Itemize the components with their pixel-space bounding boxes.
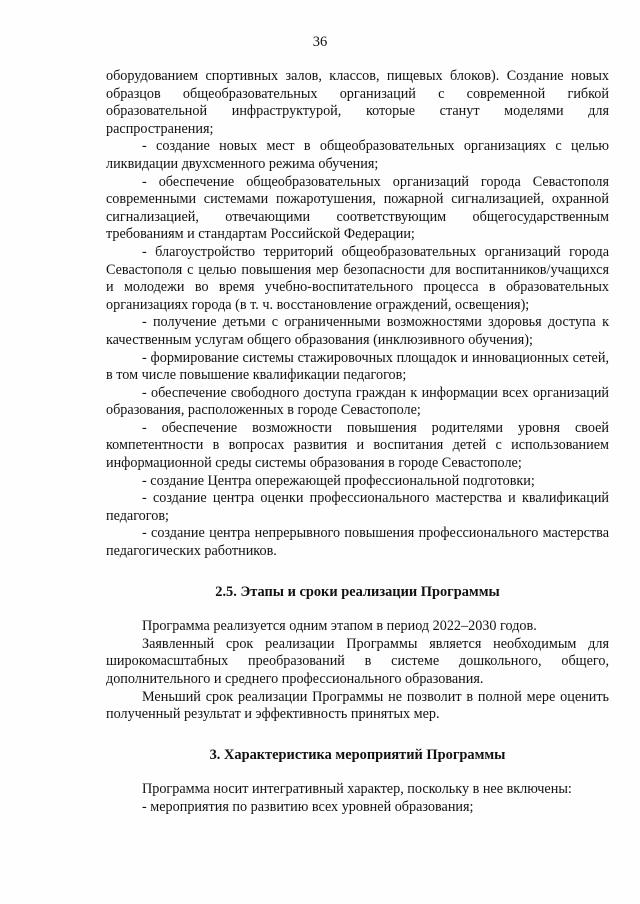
list-item: - создание новых мест в общеобразовательных организациях с целью ликвидации двухсменного режима обучения;	[106, 138, 609, 172]
paragraph: Программа реализуется одним этапом в период 2022–2030 годов.	[142, 618, 537, 635]
spacer	[106, 724, 609, 747]
list-item: - получение детьми с ограниченными возможностями здоровья доступа к качественным услугам общего образования (инклюзивного обучения);	[106, 314, 609, 348]
spacer	[106, 561, 609, 584]
section-heading-3: 3. Характеристика мероприятий Программы	[209, 746, 506, 763]
page-number: 36	[312, 34, 328, 50]
list-item: - создание центра непрерывного повышения профессионального мастерства педагогических работников.	[106, 525, 609, 560]
paragraph: Программа носит интегративный характер, поскольку в нее включены:	[142, 781, 572, 798]
list-item: - создание центра оценки профессионального мастерства и квалификаций педагогов;	[106, 490, 609, 524]
spacer	[106, 764, 609, 781]
list-item: - обеспечение возможности повышения родителями уровня своей компетентности в вопросах развития и воспитания детей с использованием информационной среды системы образования в городе Севастополе;	[106, 419, 609, 472]
list-item: - создание Центра опережающей профессиональной подготовки;	[142, 472, 535, 489]
document-body	[106, 68, 609, 817]
section-heading-2-5: 2.5. Этапы и сроки реализации Программы	[215, 583, 500, 600]
list-item: - обеспечение свободного доступа граждан к информации всех организаций образования, расположенных в городе Севастополе;	[106, 384, 609, 419]
list-item: - обеспечение общеобразовательных организаций города Севастополя современными системами пожаротушения, пожарной сигнализацией, охранной сигнализацией, отвечающими соответствующим общегосударственным требованиям и стандартам Российской Федерации;	[106, 173, 609, 243]
spacer	[106, 601, 609, 618]
list-item: - мероприятия по развитию всех уровней образования;	[142, 798, 474, 815]
paragraph: Заявленный срок реализации Программы является необходимым для широкомасштабных преобразований в системе дошкольного, общего, дополнительного и среднего профессионального образования.	[106, 635, 609, 687]
paragraph: Меньший срок реализации Программы не позволит в полной мере оценить полученный результат и эффективность принятых мер.	[106, 688, 609, 723]
list-item: - благоустройство территорий общеобразовательных организаций города Севастополя с целью повышения мер безопасности для воспитанников/учащихся и молодежи во время учебно-воспитательного процесса в образовательных организациях города (в т. ч. восстановление ограждений, освещения);	[106, 243, 609, 313]
list-item: - формирование системы стажировочных площадок и инновационных сетей, в том числе повышение квалификации педагогов;	[106, 349, 609, 384]
paragraph-continuation: оборудованием спортивных залов, классов, пищевых блоков). Создание новых образцов общеобразовательных организаций с современной гибкой образовательной инфраструктурой, которые станут моделями для распространения;	[106, 68, 609, 137]
